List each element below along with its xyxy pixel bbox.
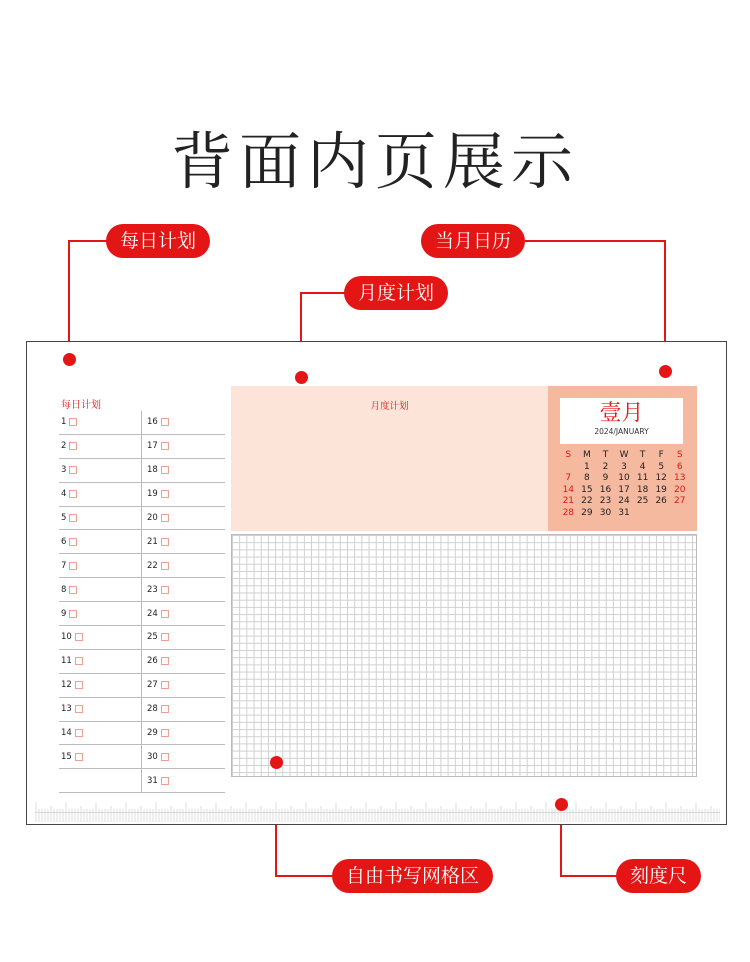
calendar-day: 21 (562, 496, 575, 506)
daily-plan-day-number: 19 (147, 489, 158, 500)
calendar-month: 壹月 (599, 401, 644, 426)
daily-plan-day-number: 28 (147, 704, 158, 715)
checkbox-icon[interactable] (161, 466, 169, 474)
checkbox-icon[interactable] (161, 729, 169, 737)
daily-plan-row (59, 554, 225, 578)
daily-plan-day (147, 674, 225, 697)
daily-plan-day (147, 435, 225, 458)
daily-plan-row (59, 769, 225, 793)
daily-plan-row (59, 626, 225, 650)
daily-plan-day (61, 698, 141, 721)
checkbox-icon[interactable] (75, 729, 83, 737)
calendar-day: 30 (599, 507, 612, 518)
calendar-day: 5 (658, 461, 665, 472)
daily-plan-title: 每日计划 (61, 400, 101, 411)
calendar-day: 29 (581, 507, 593, 518)
callout-line-daily-h (68, 240, 108, 242)
checkbox-icon[interactable] (161, 490, 169, 498)
writing-grid-area (231, 534, 697, 777)
daily-plan-row (59, 483, 225, 507)
daily-plan-row (59, 674, 225, 698)
calendar-day: 10 (618, 473, 630, 483)
calendar-day (559, 462, 578, 474)
daily-plan-day-number: 29 (147, 728, 158, 739)
daily-plan-day-number: 16 (147, 417, 158, 428)
daily-plan-day (61, 578, 141, 601)
daily-plan-day (147, 411, 225, 434)
calendar-weekday: F (658, 450, 664, 460)
daily-plan-day (61, 435, 141, 458)
calendar-week-row (559, 508, 689, 520)
callout-line-grid-h (275, 875, 335, 877)
calendar-day: 12 (655, 473, 667, 483)
calendar-day (652, 508, 671, 520)
checkbox-icon[interactable] (69, 610, 77, 618)
calendar-week-row (559, 473, 689, 485)
calendar-weekday: T (602, 450, 609, 460)
calendar-day (670, 508, 689, 520)
daily-plan-day-number: 15 (61, 751, 72, 762)
calendar-day: 11 (636, 473, 649, 483)
daily-plan-day (147, 650, 225, 673)
daily-plan-day (147, 602, 225, 625)
daily-plan-day-number: 10 (61, 632, 72, 643)
daily-plan-row (59, 722, 225, 746)
checkbox-icon[interactable] (69, 490, 77, 498)
daily-plan-row (59, 650, 225, 674)
checkbox-icon[interactable] (69, 562, 77, 570)
calendar-week-row (559, 496, 689, 508)
daily-plan-day (61, 554, 141, 577)
month-calendar (548, 386, 697, 531)
calendar-day: 9 (602, 473, 609, 483)
calendar-day: 23 (599, 496, 612, 506)
calendar-day: 26 (655, 496, 667, 506)
daily-plan-row (59, 435, 225, 459)
daily-plan-day-number: 8 (61, 584, 67, 595)
calendar-day: 6 (676, 461, 683, 472)
daily-plan-row (59, 507, 225, 531)
daily-plan-row (59, 530, 225, 554)
callout-line-ruler-h (560, 875, 620, 877)
checkbox-icon[interactable] (161, 586, 169, 594)
calendar-day: 31 (618, 507, 630, 518)
checkbox-icon[interactable] (75, 657, 83, 665)
checkbox-icon[interactable] (69, 538, 77, 546)
daily-plan-day (61, 745, 141, 768)
checkbox-icon[interactable] (69, 442, 77, 450)
daily-plan-day-number: 17 (147, 441, 158, 452)
callout-dot-daily (63, 353, 76, 366)
daily-plan-day-number: 20 (147, 513, 158, 523)
calendar-weekday: W (619, 450, 629, 460)
checkbox-icon[interactable] (161, 610, 169, 618)
checkbox-icon[interactable] (161, 418, 169, 426)
daily-plan-day (147, 698, 225, 721)
calendar-day: 22 (581, 496, 593, 506)
checkbox-icon[interactable] (161, 538, 169, 546)
daily-plan-day-number: 2 (61, 441, 67, 452)
checkbox-icon[interactable] (161, 442, 169, 450)
daily-plan-day-number: 30 (147, 751, 158, 762)
daily-plan-day-number: 3 (61, 465, 67, 476)
monthly-plan-area (231, 386, 548, 531)
callout-ruler: 刻度尺 (616, 859, 701, 893)
daily-plan-day (61, 507, 141, 530)
daily-plan-day (147, 745, 225, 768)
calendar-week-row (559, 485, 689, 497)
callout-daily: 每日计划 (106, 224, 210, 258)
daily-plan-day-number: 9 (61, 608, 67, 619)
daily-plan-day-number: 18 (147, 465, 158, 476)
daily-plan-row (59, 411, 225, 435)
calendar-weekday-row (559, 450, 689, 462)
checkbox-icon[interactable] (75, 633, 83, 641)
calendar-weekday: T (639, 450, 646, 460)
calendar-year-label: 2024/JANUARY (594, 427, 649, 436)
callout-grid: 自由书写网格区 (332, 859, 493, 893)
ruler-ticks (35, 800, 720, 822)
calendar-grid (559, 450, 689, 519)
calendar-day: 28 (562, 507, 575, 518)
calendar-weekday: S (676, 450, 683, 460)
checkbox-icon[interactable] (69, 418, 77, 426)
checkbox-icon[interactable] (75, 705, 83, 713)
daily-plan-day-number: 4 (61, 489, 67, 500)
daily-plan-day-number: 24 (147, 608, 158, 619)
calendar-day: 15 (581, 484, 593, 495)
daily-plan-day (61, 650, 141, 673)
planner-sheet (26, 341, 727, 825)
checkbox-icon[interactable] (161, 657, 169, 665)
calendar-day: 3 (621, 461, 627, 472)
daily-plan-day (147, 554, 225, 577)
calendar-day: 17 (618, 484, 630, 495)
checkbox-icon[interactable] (69, 586, 77, 594)
daily-plan-row (59, 578, 225, 602)
daily-plan-day-number: 12 (61, 680, 72, 691)
calendar-day: 24 (618, 496, 630, 506)
checkbox-icon[interactable] (161, 562, 169, 570)
calendar-day: 2 (602, 461, 609, 472)
daily-plan-day-number: 27 (147, 680, 158, 691)
daily-plan-day (147, 578, 225, 601)
calendar-day: 8 (584, 473, 590, 483)
daily-plan-list (59, 411, 225, 793)
calendar-day: 20 (674, 484, 686, 495)
checkbox-icon[interactable] (75, 753, 83, 761)
checkbox-icon[interactable] (161, 681, 169, 689)
checkbox-icon[interactable] (69, 466, 77, 474)
callout-dot-calendar (659, 365, 672, 378)
callout-line-monthly-h (300, 292, 346, 294)
calendar-day: 19 (655, 484, 667, 495)
calendar-weekday: S (565, 450, 572, 460)
daily-plan-row (59, 698, 225, 722)
calendar-day: 25 (636, 496, 649, 506)
calendar-day: 7 (565, 473, 572, 483)
callout-dot-monthly (295, 371, 308, 384)
daily-plan-day-number: 11 (61, 656, 72, 667)
checkbox-icon[interactable] (161, 705, 169, 713)
daily-plan-day-number: 26 (147, 656, 158, 667)
checkbox-icon[interactable] (161, 633, 169, 641)
daily-plan-day (61, 459, 141, 482)
checkbox-icon[interactable] (161, 514, 169, 522)
callout-line-calendar-h (525, 240, 665, 242)
daily-plan-day (147, 769, 225, 792)
daily-plan-day (61, 626, 141, 649)
calendar-day: 13 (674, 473, 686, 483)
callout-dot-grid (270, 756, 283, 769)
daily-plan-day (61, 602, 141, 625)
daily-plan-day-number: 31 (147, 775, 158, 786)
checkbox-icon[interactable] (161, 777, 169, 785)
checkbox-icon[interactable] (75, 681, 83, 689)
calendar-day: 14 (562, 484, 575, 495)
daily-plan-day-number: 6 (61, 536, 67, 547)
calendar-day: 16 (599, 484, 612, 495)
checkbox-icon[interactable] (161, 753, 169, 761)
daily-plan-day-number: 23 (147, 584, 158, 595)
page-title: 背面内页展示 (170, 124, 579, 198)
daily-plan-day-number: 25 (147, 632, 158, 643)
daily-plan-day (147, 507, 225, 530)
daily-plan-day (147, 626, 225, 649)
calendar-weekday: M (582, 450, 591, 460)
daily-plan-day (61, 411, 141, 434)
daily-plan-row (59, 459, 225, 483)
calendar-week-row (559, 462, 689, 474)
daily-plan-row (59, 745, 225, 769)
daily-plan-day (61, 674, 141, 697)
daily-plan-day (61, 722, 141, 745)
calendar-day: 4 (639, 461, 646, 472)
checkbox-icon[interactable] (69, 514, 77, 522)
daily-plan-day-number: 21 (147, 536, 158, 547)
daily-plan-day-number: 1 (61, 417, 67, 428)
monthly-plan-title: 月度计划 (370, 401, 409, 412)
daily-plan-day (147, 722, 225, 745)
callout-monthly: 月度计划 (344, 276, 448, 310)
ruler (35, 800, 720, 822)
calendar-header (560, 398, 683, 444)
daily-plan-day-number: 13 (61, 704, 72, 715)
daily-plan-day (61, 483, 141, 506)
daily-plan-day-number: 14 (61, 728, 72, 739)
daily-plan-day-number: 22 (147, 560, 158, 571)
daily-plan-day (147, 483, 225, 506)
callout-calendar: 当月日历 (421, 224, 525, 258)
calendar-day: 18 (636, 484, 649, 495)
callout-dot-ruler (555, 798, 568, 811)
daily-plan-day (147, 459, 225, 482)
daily-plan-day-number: 5 (61, 513, 67, 523)
daily-plan-day (61, 530, 141, 553)
calendar-day: 1 (584, 461, 590, 472)
calendar-day (633, 508, 652, 520)
daily-plan-row (59, 602, 225, 626)
daily-plan-day (147, 530, 225, 553)
daily-plan-day-number: 7 (61, 560, 67, 571)
calendar-day: 27 (674, 496, 686, 506)
